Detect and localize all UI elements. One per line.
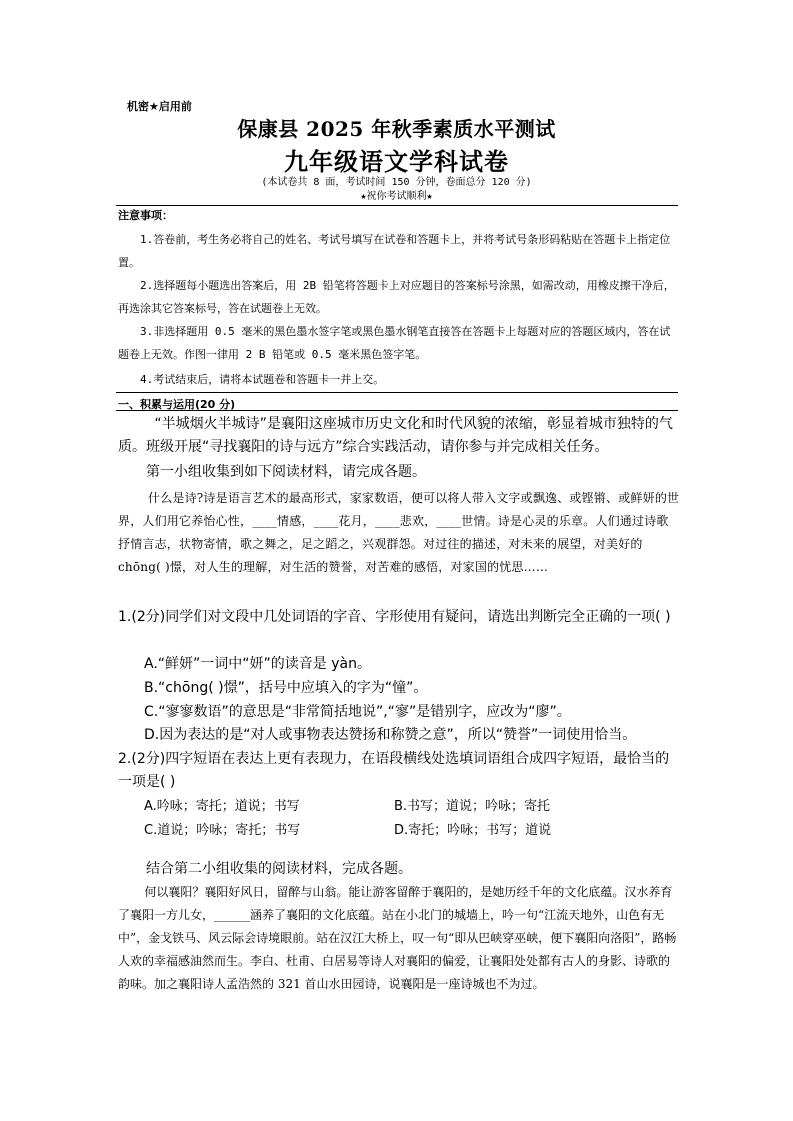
q2-option-d: D.寄托；吟咏；书写；道说 (394, 823, 552, 838)
section-intro: “半城烟火半城诗”是襄阳这座城市历史文化和时代风貌的浓缩，彰显着城市独特的气质。班级开展“寻找襄阳的诗与远方”综合实践活动，请你参与并完成相关任务。 (118, 416, 673, 455)
group2-prompt: 结合第二小组收集的阅读材料，完成各题。 (146, 861, 412, 877)
good-luck-line: ★祝你考试顺利★ (360, 191, 433, 202)
divider-section (116, 410, 678, 411)
exam-subtitle: 九年级语文学科试卷 (284, 147, 509, 176)
notice-item: 4.考试结束后，请将本试题卷和答题卡一并上交。 (140, 373, 385, 386)
q1-option-a: A.“鲜妍”一词中“妍”的读音是 yàn。 (144, 656, 371, 672)
notice-item: 3.非选择题用 0.5 毫米的黑色墨水签字笔或黑色墨水钢笔直接答在答题卡上每题对应的答题区域内，答在试题卷上无效。作图一律用 2 B 铅笔或 0.5 毫米黑色签字笔。 (118, 325, 671, 361)
notice-item: 1.答卷前，考生务必将自己的姓名、考试号填写在试卷和答题卡上，并将考试号条形码粘贴在答题卡上指定位置。 (118, 233, 671, 269)
q1-option-d: D.因为表达的是“对人或事物表达赞扬和称赞之意”，所以“赞誉”一词使用恰当。 (144, 727, 637, 743)
confidential-mark: 机密★启用前 (127, 100, 192, 113)
question-2: 2.(2分)四字短语在表达上更有表现力，在语段横线处选填词语组合成四字短语，最恰当的一项是( ) (118, 751, 670, 790)
notice-item: 2.选择题每小题选出答案后，用 2B 铅笔将答题卡上对应题目的答案标号涂黑，如需改动，用橡皮擦干净后，再选涂其它答案标号，答在试题卷上无效。 (118, 279, 675, 315)
divider-notice (116, 392, 678, 393)
question-1: 1.(2分)同学们对文段中几处词语的字音、字形使用有疑问，请选出判断完全正确的一项( ) (118, 609, 671, 625)
group1-prompt: 第一小组收集到如下阅读材料，请完成各题。 (146, 464, 426, 480)
q2-option-b: B.书写；道说；吟咏；寄托 (394, 799, 551, 814)
notice-title: 注意事项： (118, 209, 173, 222)
q1-option-b: B.“chōng( )憬”，括号中应填入的字为“憧”。 (144, 680, 428, 696)
exam-title: 保康县 2025 年秋季素质水平测试 (237, 117, 556, 141)
divider-top (116, 205, 678, 206)
reading-material-2: 何以襄阳？襄阳好风日，留醉与山翁。能让游客留醉于襄阳的，是她历经千年的文化底蕴。汉水养育了襄阳一方儿女，______涵养了襄阳的文化底蕴。站在小北门的城墙上，吟一句“江流天地外，山色有无中”，金戈铁马、风云际会诗境眼前。站在汉江大桥上，叹一句“即从巴峡穿巫峡，便下襄阳向洛阳”，路畅人欢的幸福感油然而生。李白、杜甫、白居易等诗人对襄阳的偏爱，让襄阳处处都有古人的身影、诗歌的韵味。加之襄阳诗人孟浩然的 321 首山水田园诗，说襄阳是一座诗城也不为过。 (118, 885, 677, 991)
q1-option-c: C.“寥寥数语”的意思是“非常简括地说”,“寥”是错别字，应改为“廖”。 (144, 704, 571, 720)
section-title: 一、积累与运用(20 分) (118, 398, 236, 411)
reading-material-1: 什么是诗?诗是语言艺术的最高形式，家家数语，便可以将人带入文字或飘逸、或铿锵、或鲜妍的世界，人们用它养怡心性，____情感，____花月，____悲欢，____世情。诗是心灵的乐章。人们通过诗歌抒情言志，状物寄情，歌之舞之，足之蹈之，兴观群怨。对过往的描述，对未来的展望，对美好的chōng( )憬，对人生的理解，对生活的赞誉，对苦难的感悟，对家国的忧思…… (118, 491, 680, 574)
q2-option-c: C.道说；吟咏；寄托；书写 (144, 823, 301, 838)
q2-option-a: A.吟咏；寄托；道说；书写 (144, 799, 300, 814)
exam-info: (本试卷共 8 面，考试时间 150 分钟，卷面总分 120 分) (261, 177, 532, 188)
